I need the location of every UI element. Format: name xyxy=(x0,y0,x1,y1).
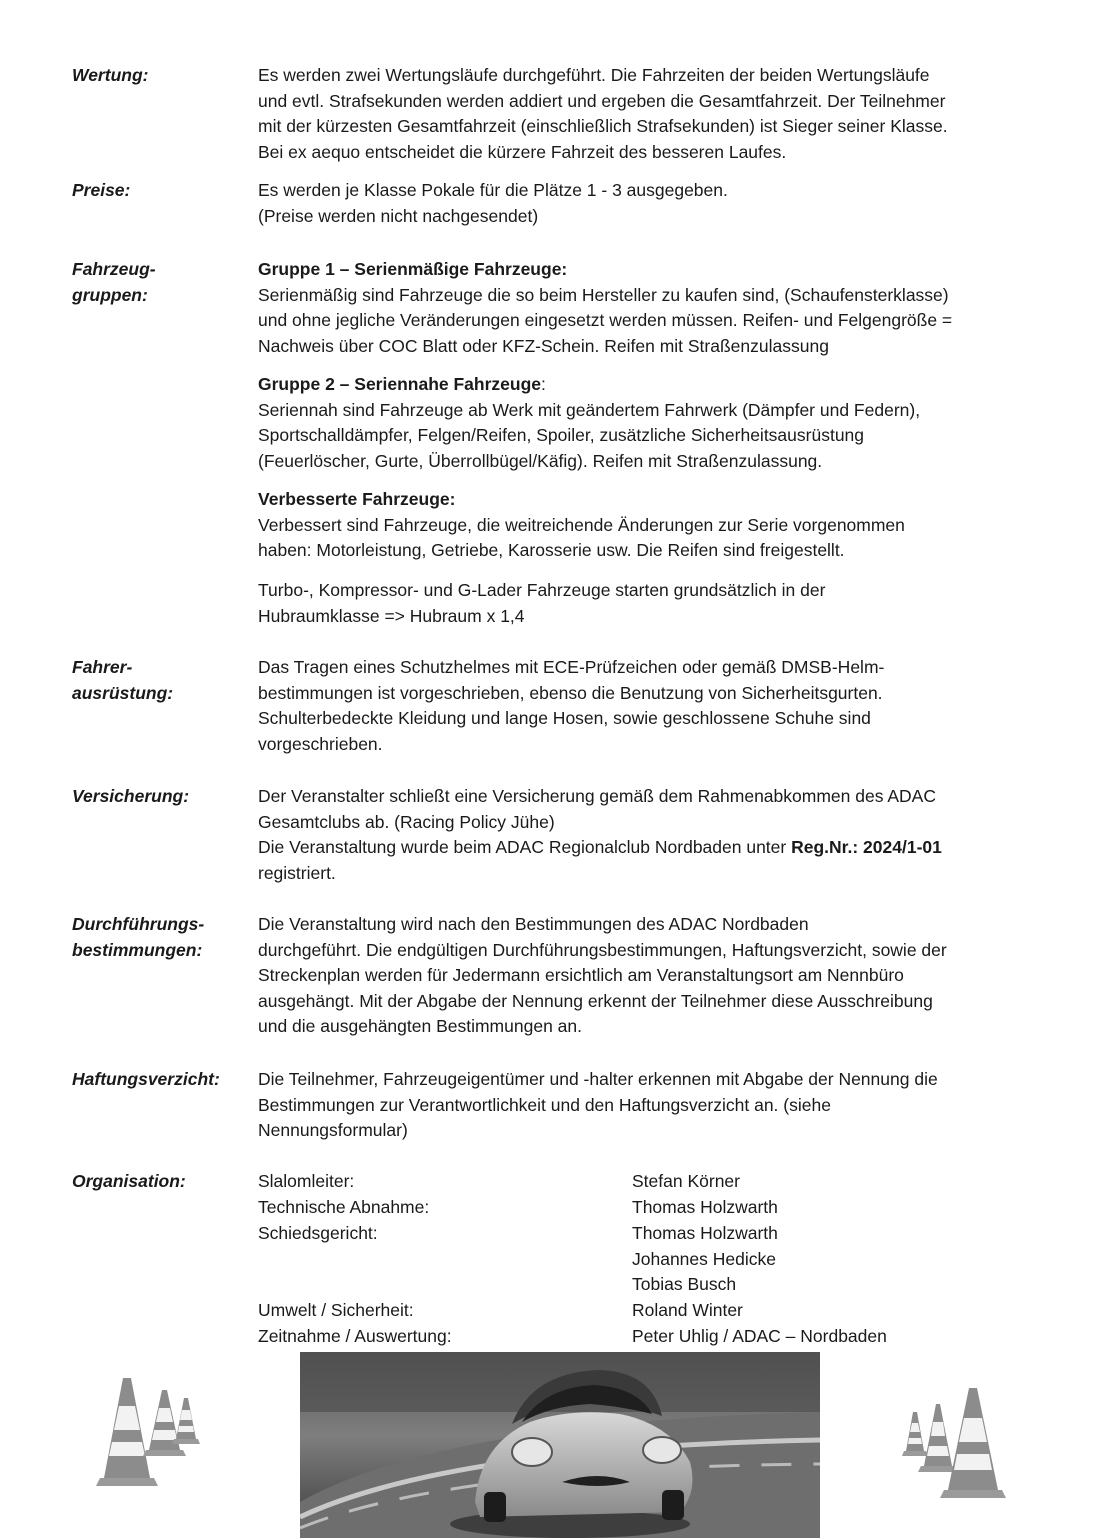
gruppe1-heading: Gruppe 1 – Serienmäßige Fahrzeuge: xyxy=(258,259,568,279)
organisation-label: Organisation: xyxy=(72,1171,186,1191)
wertung-text: Es werden zwei Wertungsläufe durchgeführt. Die Fahrzeiten der beiden Wertungsläufe und evtl. Strafsekunden werden addiert und ergeben die Gesamtfahrzeit. Der Teilnehmer mit der kürzesten Gesamtfahrzeit (einschließlich Strafsekunden) ist Sieger seiner Klasse. Bei ex aequo entscheidet die kürzere Fahrzeit des besseren Laufes. xyxy=(258,65,948,162)
org-name: Roland Winter xyxy=(632,1300,743,1320)
preise-label: Preise: xyxy=(72,180,131,200)
versicherung-label: Versicherung: xyxy=(72,786,190,806)
cone-large xyxy=(96,1378,158,1486)
durchfuehrung-label: Durchführungs- bestimmungen: xyxy=(72,914,205,960)
org-role: Technische Abnahme: xyxy=(258,1197,430,1217)
verbessert-text: Verbesserte Fahrzeuge: Verbessert sind Fahrzeuge, die weitreichende Änderungen zur Serie vorgenommen haben: Motorleistung, Getriebe, Karosserie usw. Die Reifen sind freigestellt. xyxy=(258,487,1058,564)
cone-small xyxy=(902,1412,928,1456)
cone-medium xyxy=(918,1404,958,1472)
verbessert-heading: Verbesserte Fahrzeuge: xyxy=(258,489,456,509)
fahrzeuggruppen-label: Fahrzeug- gruppen: xyxy=(72,259,156,305)
org-name: Thomas Holzwarth xyxy=(632,1197,778,1217)
gruppe1-text: Gruppe 1 – Serienmäßige Fahrzeuge: Serienmäßig sind Fahrzeuge die so beim Hersteller zu kaufen sind, (Schaufensterklasse) und ohne jegliche Veränderungen eingesetzt werden müssen. Reifen- und Felgengröße = Nachweis über COC Blatt oder KFZ-Schein. Reifen mit Straßenzulassung xyxy=(258,257,1058,359)
org-name: Tobias Busch xyxy=(632,1274,737,1294)
org-role: Slalomleiter: xyxy=(258,1171,355,1191)
org-name: Thomas Holzwarth xyxy=(632,1223,778,1243)
car-photo xyxy=(300,1352,820,1538)
traffic-cones-left-icon xyxy=(88,1372,208,1492)
wertung-label: Wertung: xyxy=(72,65,149,85)
haftung-text: Die Teilnehmer, Fahrzeugeigentümer und -halter erkennen mit Abgabe der Nennung die Bestimmungen zur Verantwortlichkeit und den Haftungsverzicht an. (siehe Nennungsformular) xyxy=(258,1069,938,1141)
org-name: Peter Uhlig / ADAC – Nordbaden xyxy=(632,1326,887,1346)
org-role: Schiedsgericht: xyxy=(258,1223,378,1243)
fahrerausruestung-text: Das Tragen eines Schutzhelmes mit ECE-Prüfzeichen oder gemäß DMSB-Helm- bestimmungen ist vorgeschrieben, ebenso die Benutzung von Sicherheitsgurten. Schulterbedeckte Kleidung und lange Hosen, sowie geschlossene Schuhe sind vorgeschrieben. xyxy=(258,657,885,754)
turbo-text: Turbo-, Kompressor- und G-Lader Fahrzeuge starten grundsätzlich in der Hubraumklasse => Hubraum x 1,4 xyxy=(258,580,826,626)
org-name: Johannes Hedicke xyxy=(632,1249,776,1269)
registration-number: Reg.Nr.: 2024/1-01 xyxy=(791,837,942,858)
gruppe2-text: Gruppe 2 – Seriennahe Fahrzeuge: Seriennah sind Fahrzeuge ab Werk mit geändertem Fahrwerk (Dämpfer und Federn), Sportschalldämpfer, Felgen/Reifen, Spoiler, zusätzliche Sicherheitsausrüstung (Feuerlöscher, Gurte, Überrollbügel/Käfig). Reifen mit Straßenzulassung. xyxy=(258,372,1058,474)
org-role: Zeitnahme / Auswertung: xyxy=(258,1326,452,1346)
haftung-label: Haftungsverzicht: xyxy=(72,1069,220,1089)
versicherung-text: Der Veranstalter schließt eine Versicherung gemäß dem Rahmenabkommen des ADAC Gesamtclubs ab. (Racing Policy Jühe) Die Veranstaltung wurde beim ADAC Regionalclub Nordbaden unter Reg.Nr.: 2024/1-01 registriert. xyxy=(258,786,942,883)
org-role: Umwelt / Sicherheit: xyxy=(258,1300,414,1320)
gruppe2-heading: Gruppe 2 – Seriennahe Fahrzeuge: xyxy=(258,374,546,394)
durchfuehrung-text: Die Veranstaltung wird nach den Bestimmungen des ADAC Nordbaden durchgeführt. Die endgültigen Durchführungsbestimmungen, Haftungsverzicht, sowie der Streckenplan werden für Jedermann ersichtlich am Veranstaltungsort am Nennbüro ausgehängt. Mit der Abgabe der Nennung erkennt der Teilnehmer diese Ausschreibung und die ausgehängten Bestimmungen an. xyxy=(258,914,947,1037)
traffic-cones-right-icon xyxy=(900,1384,1010,1502)
preise-text: Es werden je Klasse Pokale für die Plätze 1 - 3 ausgegeben. (Preise werden nicht nachgesendet) xyxy=(258,180,728,226)
fahrerausruestung-label: Fahrer- ausrüstung: xyxy=(72,657,174,703)
org-name: Stefan Körner xyxy=(632,1171,740,1191)
cone-large xyxy=(940,1388,1006,1498)
